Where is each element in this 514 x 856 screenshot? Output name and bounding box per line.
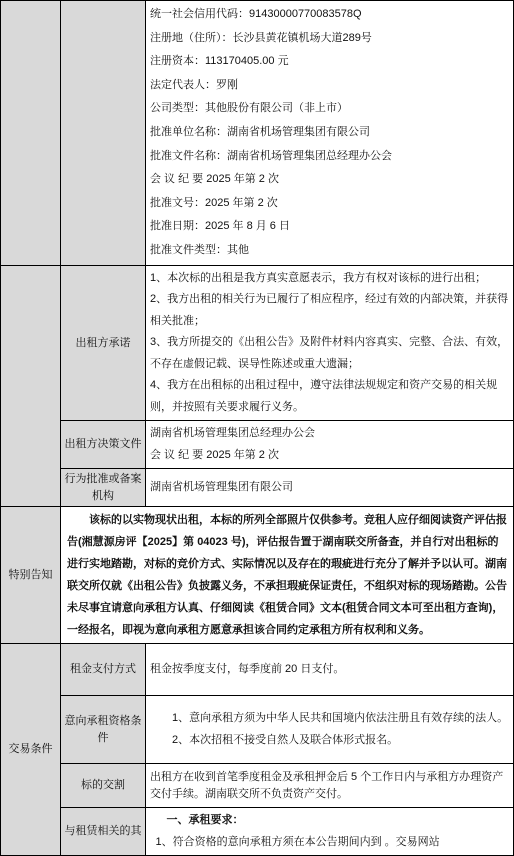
legal-representative: 法定代表人：罗刚	[150, 78, 238, 91]
top-label-blank	[1, 1, 61, 266]
meeting-minutes: 会 议 纪 要 2025 年第 2 次	[150, 173, 279, 186]
qualification-cell	[146, 696, 514, 764]
qualification-item-1: 1、意向承租方须为中华人民共和国境内依法注册且有效存续的法人。	[172, 712, 509, 725]
commitment-item-3: 3、我方所提交的《出租公告》及附件材料内容真实、完整、合法、有效，不存在虚假记载、误导性陈述或重大遗漏；	[150, 336, 509, 370]
decision-line-1: 湖南省机场管理集团总经理办公会	[150, 427, 315, 440]
approval-doc-name: 批准文件名称：湖南省机场管理集团总经理办公会	[150, 149, 392, 162]
other-terms-heading: 一、承租要求：	[166, 814, 244, 827]
commitment-item-4: 4、我方在出租标的出租过程中，遵守法律法规规定和资产交易的相关规则，并按照有关要求履行义务。	[150, 379, 498, 413]
commitment-item-2: 2、我方出租的相关行为已履行了相应程序，经过有效的内部决策，并获得相关批准；	[150, 293, 509, 327]
rent-payment-label: 租金支付方式	[61, 644, 146, 696]
left-label-blank	[1, 265, 61, 507]
credit-code: 统一社会信用代码：91430000770083578Q	[150, 8, 362, 20]
lessor-info-cell	[146, 1, 514, 266]
commitment-label: 出租方承诺	[61, 265, 146, 421]
special-notice-text: 该标的以实物现状出租，本标的所列全部照片仅供参考。竞租人应仔细阅读资产评估报告(湘慧源房评【2025】第 04023 号)，评估报告置于湖南联交所备查，并自行对出租标的进行实地踏勘，对标的竞价方式、实际情况以及存在的瑕疵进行充分了解并予以认可。湖南联交所仅就《出租公告》负披露义务，不承担瑕疵保证责任，不组织对标的现场踏勘。公告未尽事宜请意向承租方认真、仔细阅读《租赁合同》文本(租赁合同文本可至出租方查询)，一经报名，即视为意向承租方愿意承担该合同约定承租方所有权利和义务。	[61, 507, 514, 644]
approval-org-label: 行为批准或备案机构	[61, 469, 146, 507]
delivery-label: 标的交割	[61, 764, 146, 808]
qualification-label: 意向承租资格条件	[61, 696, 146, 764]
special-notice-label: 特别告知	[1, 507, 61, 644]
other-terms-label: 与租赁相关的其	[61, 808, 146, 856]
decision-label: 出租方决策文件	[61, 421, 146, 469]
commitment-item-1: 1、本次标的出租是我方真实意愿表示，我方有权对该标的进行出租；	[150, 271, 487, 284]
info-label-blank	[61, 1, 146, 266]
approval-number: 批准文号：2025 年第 2 次	[150, 196, 278, 209]
approval-date: 批准日期：2025 年 8 月 6 日	[150, 220, 290, 233]
decision-line-2: 会 议 纪 要 2025 年第 2 次	[150, 448, 279, 461]
approval-unit: 批准单位名称：湖南省机场管理集团有限公司	[150, 125, 370, 138]
other-terms-item-1: 1、符合资格的意向承租方须在本公告期间内到 。交易网站	[155, 835, 440, 848]
rent-payment-value: 租金按季度支付，每季度前 20 日支付。	[146, 644, 514, 696]
company-type: 公司类型：其他股份有限公司（非上市）	[150, 102, 348, 115]
commitment-cell	[146, 265, 514, 421]
approval-org-value: 湖南省机场管理集团有限公司	[146, 469, 514, 507]
qualification-item-2: 2、本次招租不接受自然人及联合体形式报名。	[172, 733, 399, 746]
registered-address: 注册地（住所）：长沙县黄花镇机场大道289号	[150, 31, 372, 44]
other-terms-cell	[146, 808, 514, 856]
decision-cell	[146, 421, 514, 469]
registered-capital: 注册资本：113170405.00 元	[150, 55, 289, 68]
conditions-label: 交易条件	[1, 644, 61, 856]
approval-doc-type: 批准文件类型：其他	[150, 243, 249, 256]
delivery-value: 出租方在收到首笔季度租金及承租押金后 5 个工作日内与承租方办理资产交付手续。湖南联交所不负责资产交付。	[146, 764, 514, 808]
